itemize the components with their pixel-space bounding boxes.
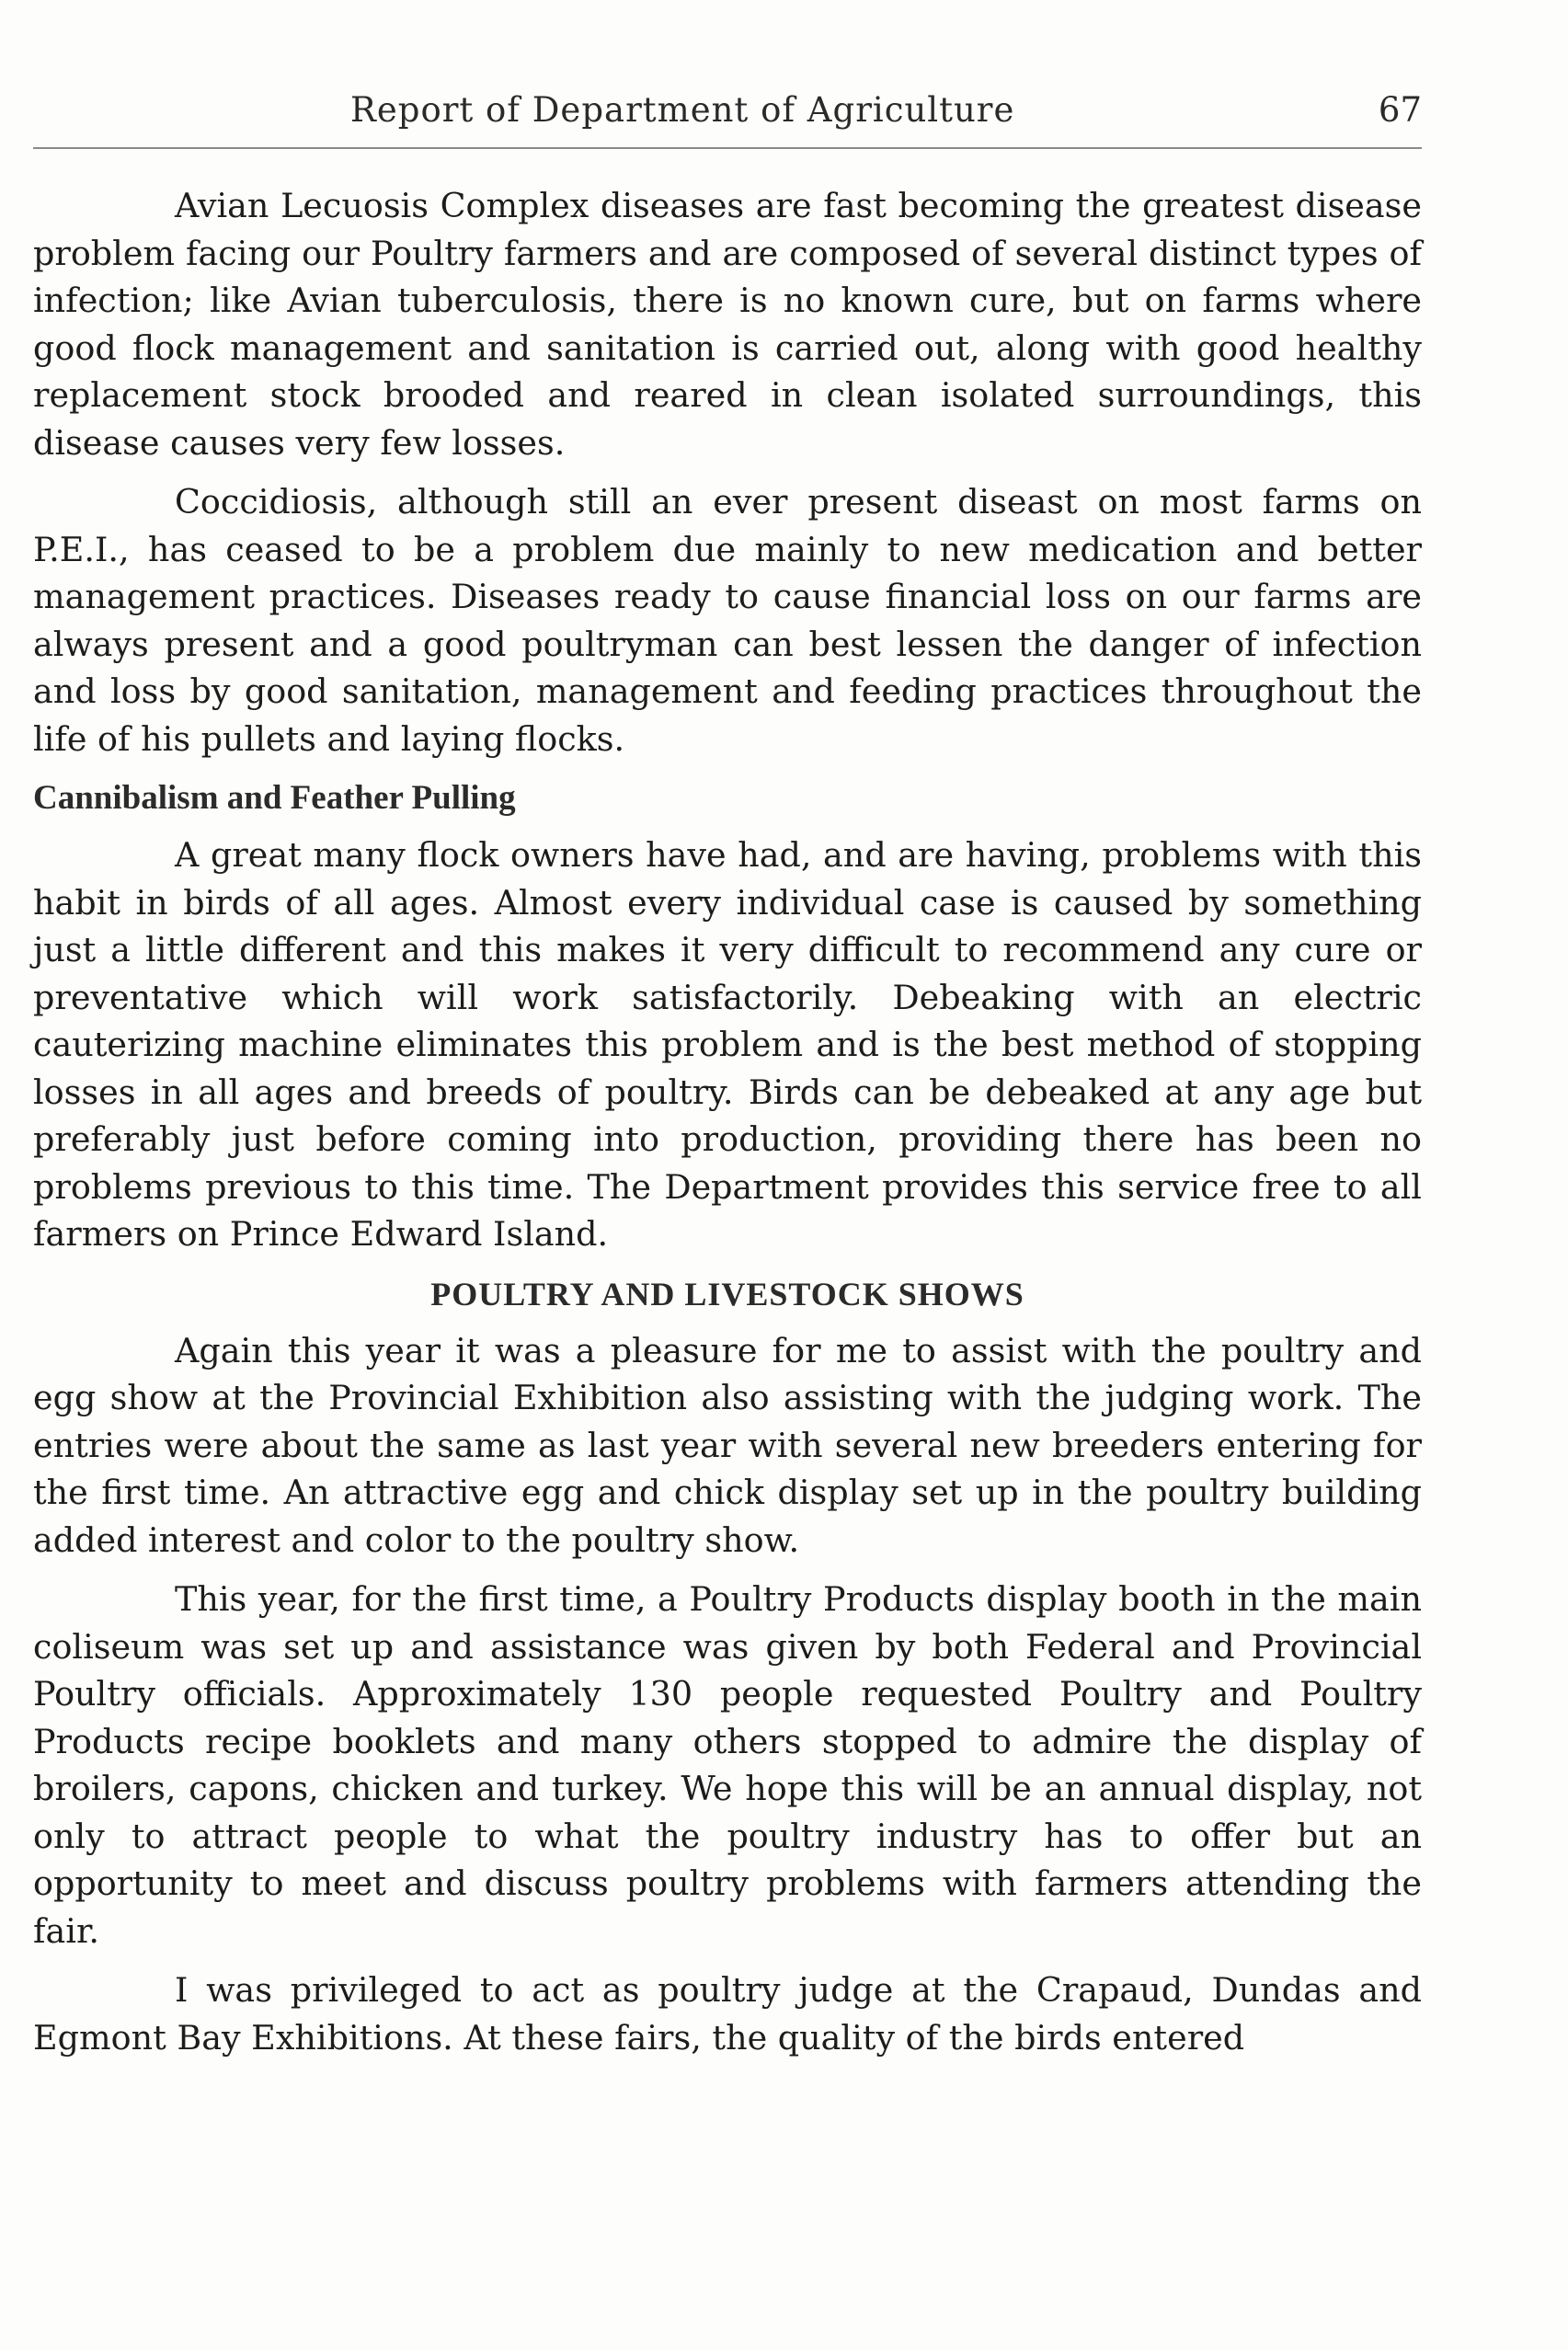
- paragraph-avian-leucosis: Avian Lecuosis Complex diseases are fast becoming the greatest disease problem facing our Poultry farmers and are composed of several distinct types of infection; like Avian tuberculosis, there is no known cure, but on farms where good flock management and sanitation is carried out, along with good healthy replacement stock brooded and reared in clean isolated surroundings, this disease causes very few losses.: [33, 186, 1422, 463]
- paragraph-coccidiosis: Coccidiosis, although still an ever present diseast on most farms on P.E.I., has ceased to be a problem due mainly to new medication and better management practices. Diseases ready to cause financial loss on our farms are always present and a good poultryman can best lessen the danger of infection and loss by good sanitation, management and feeding practices throughout the life of his pullets and laying flocks.: [33, 482, 1422, 759]
- paragraph-cannibalism: A great many flock owners have had, and are having, problems with this habit in birds of all ages. Almost every individual case is caused by something just a little different and this makes it very difficult to recommend any cure or preventative which will work satisfactorily. Debeaking with an electric cauterizing machine eliminates this problem and is the best method of stopping losses in all ages and breeds of poultry. Birds can be debeaked at any age but preferably just before coming into production, providing there has been no problems previous to this time. The Department provides this service free to all farmers on Prince Edward Island.: [33, 835, 1422, 1254]
- header-rule: [33, 147, 1422, 149]
- section-heading-shows: POULTRY AND LIVESTOCK SHOWS: [430, 1275, 1024, 1313]
- subheading-cannibalism: Cannibalism and Feather Pulling: [33, 779, 516, 817]
- paragraph-judging: I was privileged to act as poultry judge at the Crapaud, Dundas and Egmont Bay Exhibitions. At these fairs, the quality of the birds entered: [33, 1970, 1422, 2058]
- page-number: 67: [1378, 90, 1422, 130]
- paragraph-provincial-exhibition: Again this year it was a pleasure for me to assist with the poultry and egg show at the Provincial Exhibition also assisting with the judging work. The entries were about the same as last year with several new breeders entering for the first time. An attractive egg and chick display set up in the poultry building added interest and color to the poultry show.: [33, 1330, 1422, 1560]
- body-text: [33, 182, 1422, 2073]
- running-title: Report of Department of Agriculture: [350, 90, 1015, 130]
- paragraph-products-booth: This year, for the first time, a Poultry Products display booth in the main coliseum was set up and assistance was given by both Federal and Provincial Poultry officials. Approximately 130 people requested Poultry and Poultry Products recipe booklets and many others stopped to admire the display of broilers, capons, chicken and turkey. We hope this will be an annual display, not only to attract people to what the poultry industry has to offer but an opportunity to meet and discuss poultry problems with farmers attending the fair.: [33, 1579, 1422, 1951]
- running-header: [33, 85, 1422, 149]
